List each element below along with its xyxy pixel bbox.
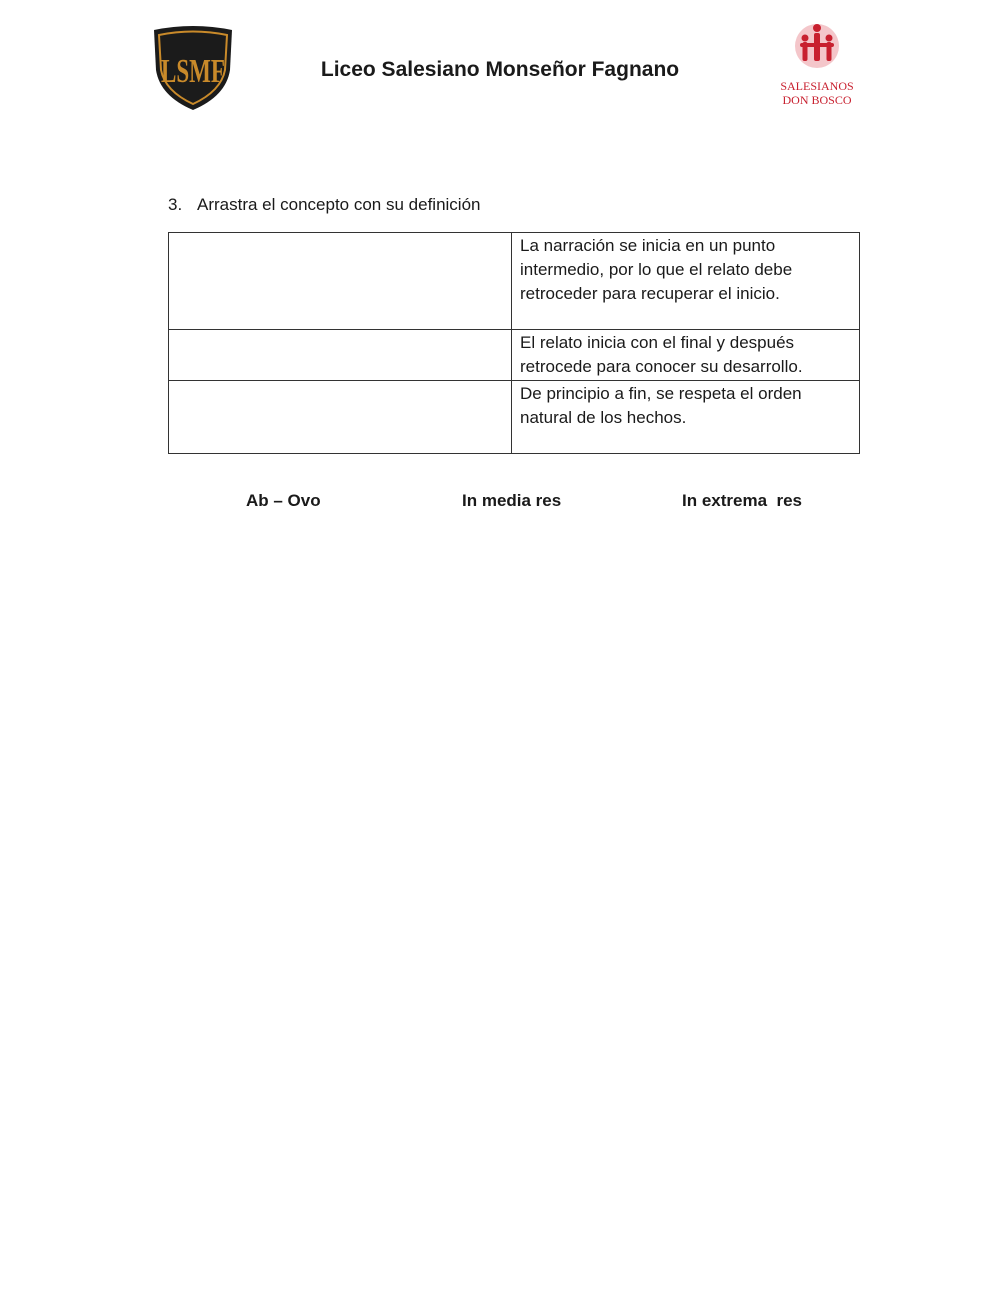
salesianos-logo-line1: SALESIANOS (780, 79, 854, 93)
table-row (169, 381, 860, 454)
salesianos-logo-line2: DON BOSCO (782, 93, 852, 107)
page-title: Liceo Salesiano Monseñor Fagnano (320, 58, 680, 81)
question (168, 195, 481, 215)
definitions-table (168, 232, 860, 454)
draggable-term-ab-ovo[interactable]: Ab – Ovo (246, 491, 321, 510)
question-text: Arrastra el concepto con su definición (197, 195, 481, 214)
salesianos-don-bosco-logo (772, 18, 862, 110)
concept-drop-zone[interactable] (169, 330, 512, 381)
question-number: 3. (168, 195, 183, 214)
table-row (169, 233, 860, 330)
concept-drop-zone[interactable] (169, 381, 512, 454)
definition-cell: La narración se inicia en un punto intermedio, por lo que el relato debe retroceder para recuperar el inicio. (512, 233, 860, 330)
table-row (169, 330, 860, 381)
definition-cell: De principio a fin, se respeta el orden natural de los hechos. (512, 381, 860, 454)
draggable-term-in-extrema-res[interactable]: In extrema res (682, 491, 803, 510)
draggable-term-in-media-res[interactable]: In media res (462, 491, 562, 510)
definition-cell: El relato inicia con el final y después retrocede para conocer su desarrollo. (512, 330, 860, 381)
school-shield-lettering: LSMF (161, 53, 225, 90)
concept-drop-zone[interactable] (169, 233, 512, 330)
